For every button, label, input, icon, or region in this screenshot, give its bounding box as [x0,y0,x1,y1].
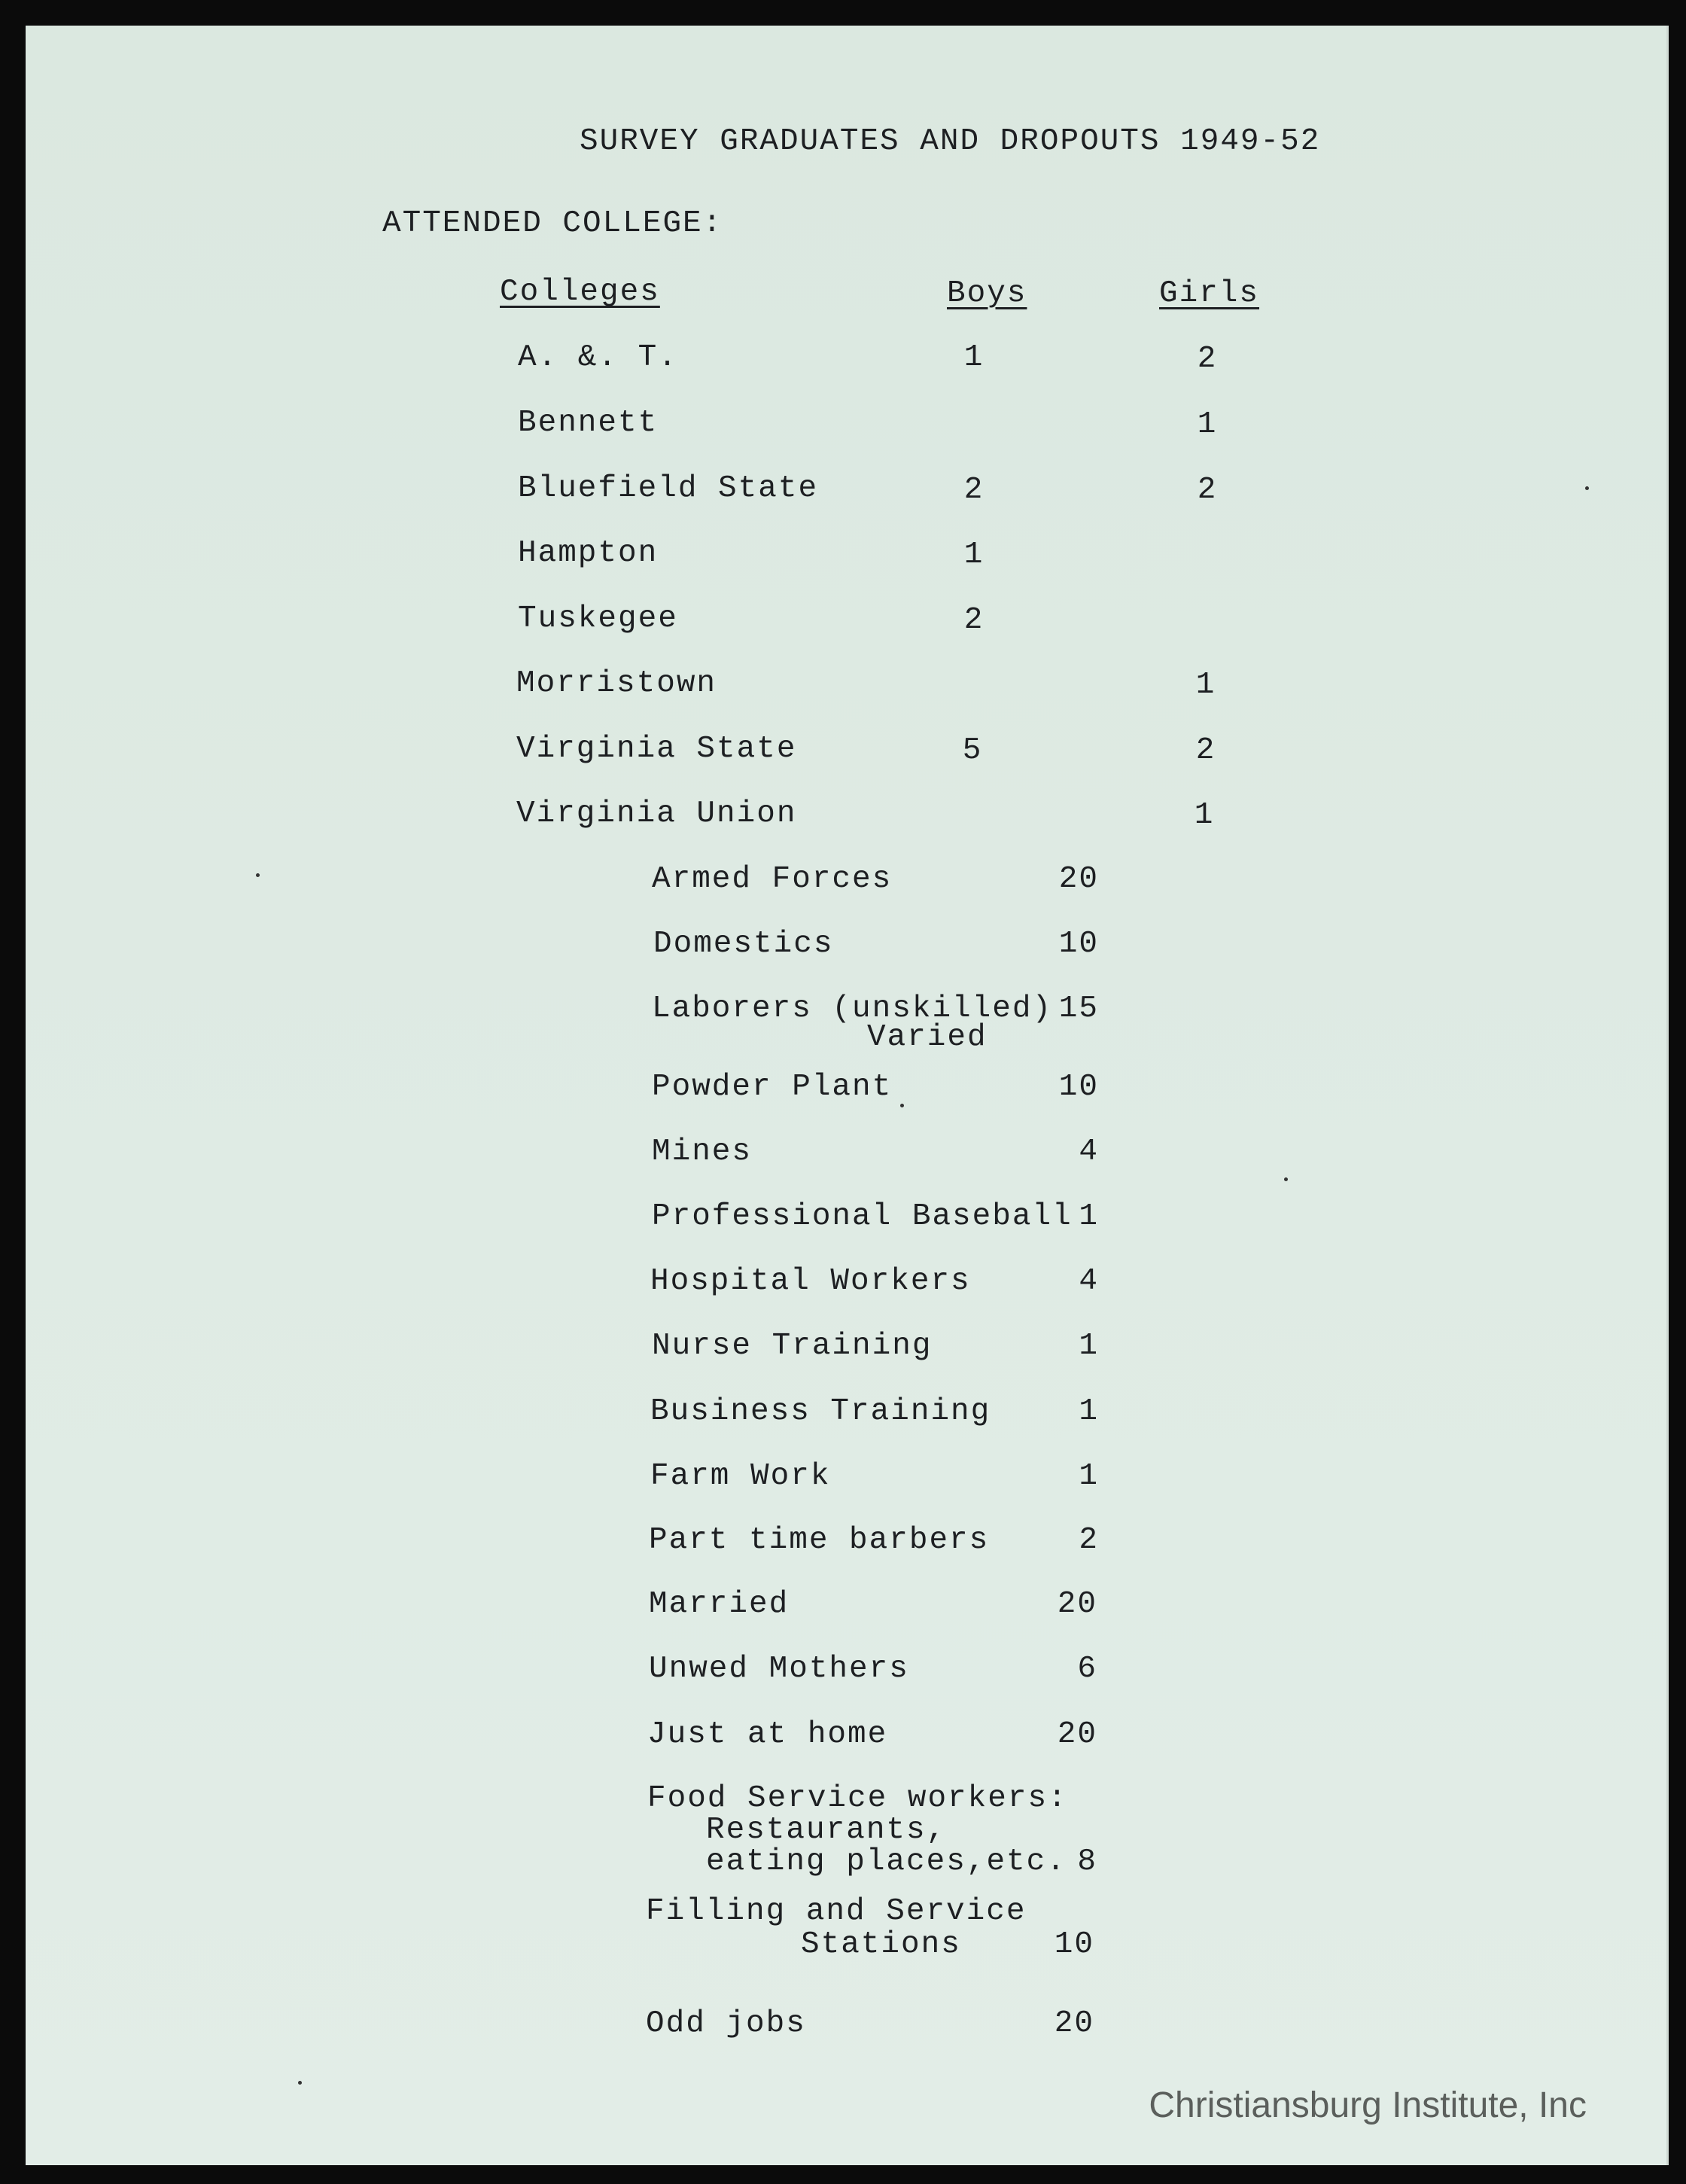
occupation-label: Powder Plant [652,1070,893,1104]
occupation-label: Just at home [647,1717,888,1752]
paper-speck [900,1104,904,1107]
document-page [26,26,1669,2165]
paper-speck [1585,486,1589,490]
occupation-count: 20 [1057,1587,1097,1622]
paper-speck [298,2081,302,2085]
occupation-count: 1 [1079,1394,1099,1429]
section-heading: ATTENDED COLLEGE: [382,206,723,241]
occupation-count: 10 [1058,927,1099,961]
occupation-label: Professional Baseball [652,1199,1073,1234]
occupation-count: 6 [1077,1652,1097,1686]
occupation-label: Domestics [653,927,834,961]
college-boys-count: 1 [963,340,985,375]
occupation-count: 4 [1079,1264,1099,1299]
college-girls-count: 2 [1197,473,1218,507]
paper-speck [256,873,260,877]
occupation-count: 8 [1077,1844,1097,1879]
document-title: SURVEY GRADUATES AND DROPOUTS 1949-52 [580,124,1321,159]
college-boys-count: 2 [963,603,985,638]
occupation-label: Nurse Training [652,1329,933,1363]
occupation-label: Filling and Service [646,1894,1027,1929]
college-girls-count: 1 [1195,668,1216,702]
occupation-count: 4 [1079,1135,1099,1169]
occupation-sublabel: Varied [867,1020,988,1055]
college-girls-count: 2 [1197,342,1218,376]
occupation-label: Armed Forces [652,862,893,897]
occupation-label: Food Service workers: [647,1781,1068,1816]
paper-speck [1284,1177,1288,1181]
college-name: Virginia State [516,732,797,766]
occupation-count: 20 [1054,2006,1094,2041]
occupation-count: 1 [1079,1329,1099,1363]
college-name: Bluefield State [518,471,819,506]
college-boys-count: 2 [963,473,985,507]
college-name: Morristown [516,666,717,701]
college-name: Hampton [518,536,659,571]
occupation-count: 20 [1058,862,1099,897]
occupation-label: Married [649,1587,790,1622]
occupation-label: Farm Work [650,1459,831,1494]
college-girls-count: 2 [1195,733,1216,768]
occupation-count: 1 [1079,1199,1099,1234]
occupation-label: Unwed Mothers [649,1652,909,1686]
column-header-girls: Girls [1159,276,1260,311]
column-header-colleges: Colleges [500,275,660,309]
college-boys-count: 5 [962,733,983,768]
occupation-label: Hospital Workers [650,1264,971,1299]
college-name: Bennett [518,406,659,440]
occupation-sublabel: Stations [801,1927,961,1962]
occupation-label: Mines [652,1135,753,1169]
watermark-text: Christiansburg Institute, Inc [1149,2085,1587,2125]
occupation-label: Laborers (unskilled) [652,991,1053,1026]
college-name: A. &. T. [518,340,678,375]
college-girls-count: 1 [1194,798,1215,833]
occupation-count: 20 [1057,1717,1097,1752]
occupation-label: Business Training [650,1394,991,1429]
occupation-count: 10 [1054,1927,1094,1962]
occupation-count: 2 [1079,1523,1099,1558]
occupation-sublabel: eating places,etc. [706,1844,1067,1879]
column-header-boys: Boys [947,276,1027,311]
occupation-count: 1 [1079,1459,1099,1494]
college-girls-count: 1 [1197,407,1218,442]
occupation-sublabel: Restaurants, [706,1813,947,1847]
college-name: Virginia Union [516,797,797,831]
occupation-count: 10 [1058,1070,1099,1104]
occupation-label: Part time barbers [649,1523,990,1558]
college-boys-count: 1 [963,538,985,572]
college-name: Tuskegee [518,602,678,636]
occupation-count: 15 [1058,991,1099,1026]
occupation-label: Odd jobs [646,2006,806,2041]
